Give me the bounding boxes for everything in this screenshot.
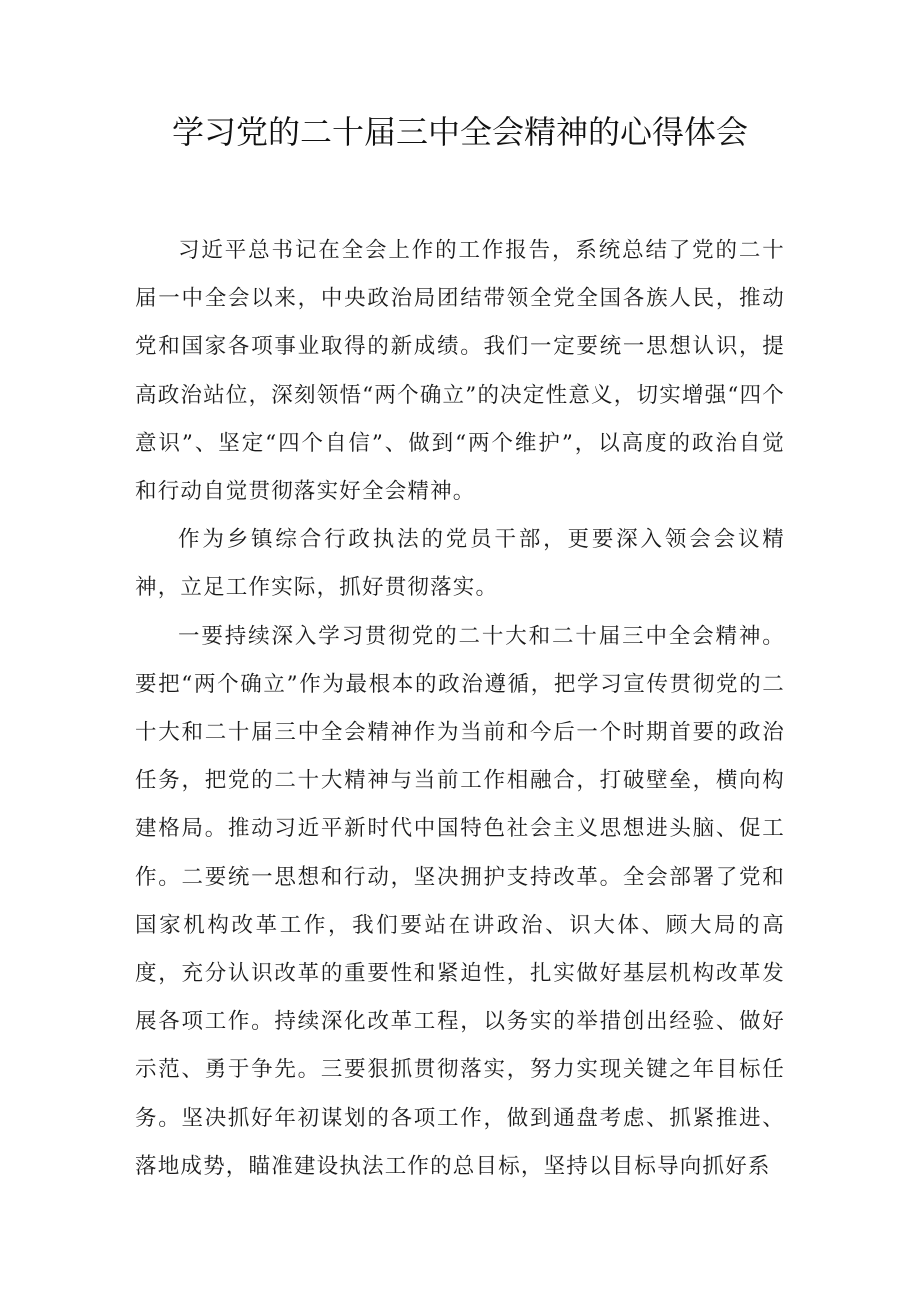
document-title: 学习党的二十届三中全会精神的心得体会 bbox=[171, 113, 748, 151]
paragraph: 习近平总书记在全会上作的工作报告，系统总结了党的二十届一中全会以来，中央政治局团结带领全党全国各族人民，推动党和国家各项事业取得的新成绩。我们一定要统一思想认识，提高政治站位，深刻领悟“两个确立”的决定性意义，切实增强“四个意识”、坚定“四个自信”、做到“两个维护”，以高度的政治自觉和行动自觉贯彻落实好全会精神。 bbox=[135, 238, 785, 505]
paragraph: 一要持续深入学习贯彻党的二十大和二十届三中全会精神。要把“两个确立”作为最根本的政治遵循，把学习宣传贯彻党的二十大和二十届三中全会精神作为当前和今后一个时期首要的政治任务，把党的二十大精神与当前工作相融合，打破壁垒，横向构建格局。推动习近平新时代中国特色社会主义思想进头脑、促工作。二要统一思想和行动，坚决拥护支持改革。全会部署了党和国家机构改革工作，我们要站在讲政治、识大体、顾大局的高度，充分认识改革的重要性和紧迫性，扎实做好基层机构改革发展各项工作。持续深化改革工程，以务实的举措创出经验、做好示范、勇于争先。三要狠抓贯彻落实，努力实现关键之年目标任务。坚决抓好年初谋划的各项工作，做到通盘考虑、抓紧推进、落地成势，瞄准建设执法工作的总目标，坚持以目标导向抓好系 bbox=[135, 623, 785, 1179]
document-body bbox=[135, 227, 785, 1191]
paragraph: 作为乡镇综合行政执法的党员干部，更要深入领会会议精神，立足工作实际，抓好贯彻落实。 bbox=[135, 527, 785, 601]
